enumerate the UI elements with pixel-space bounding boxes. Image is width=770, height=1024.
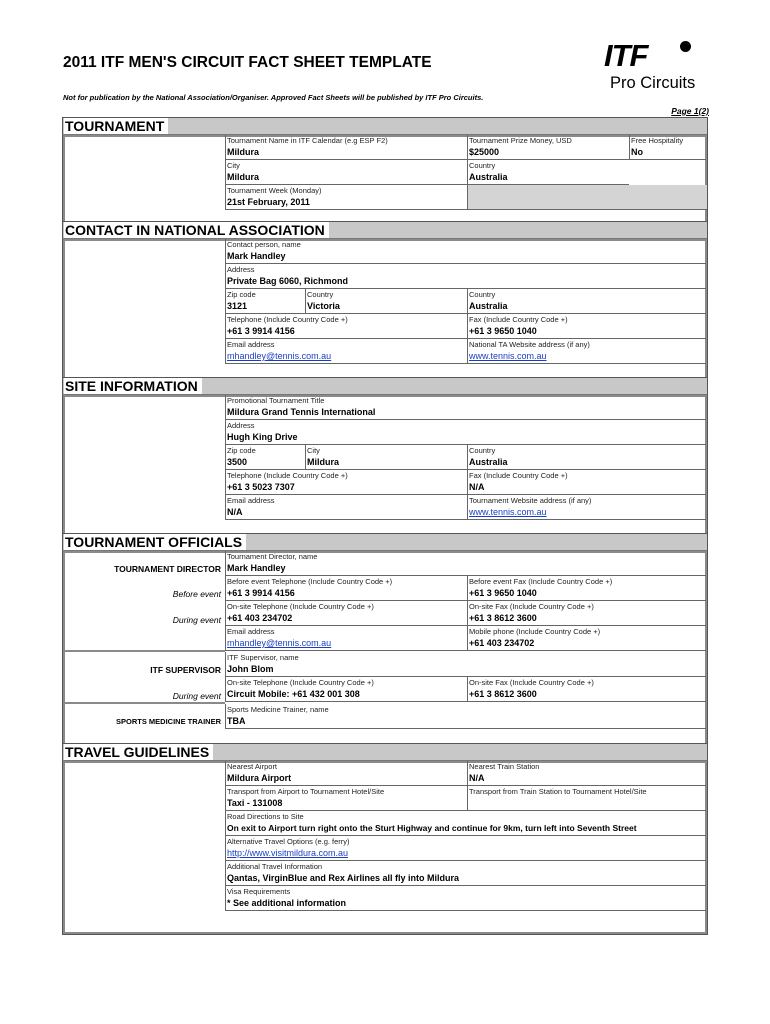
- tournament-section: [62, 117, 708, 232]
- field-label: ITF Supervisor, name: [227, 653, 299, 662]
- fax-field[interactable]: [467, 314, 706, 339]
- field-label: On-site Fax (Include Country Code +): [469, 602, 594, 611]
- onsite-telephone-field[interactable]: [225, 601, 467, 626]
- section-header: [62, 377, 708, 395]
- before-event-telephone-field[interactable]: [225, 576, 467, 601]
- field-value: Mark Handley: [227, 251, 286, 261]
- field-value: N/A: [469, 482, 485, 492]
- field-value: Mildura Airport: [227, 773, 292, 783]
- state-field[interactable]: [305, 289, 467, 314]
- section-title: CONTACT IN NATIONAL ASSOCIATION: [64, 222, 329, 238]
- tournament-director-field[interactable]: [225, 551, 706, 576]
- address-field[interactable]: [225, 264, 706, 289]
- field-value: Taxi - 131008: [227, 798, 283, 808]
- section-body: [62, 135, 708, 232]
- field-label: City: [307, 446, 320, 455]
- field-value: Mildura Grand Tennis International: [227, 407, 376, 417]
- nearest-airport-field[interactable]: [225, 761, 467, 786]
- field-value: +61 3 8612 3600: [469, 613, 537, 623]
- website-link[interactable]: www.tennis.com.au: [469, 351, 547, 361]
- zip-code-field[interactable]: [225, 289, 305, 314]
- travel-section: [62, 743, 708, 935]
- field-value: N/A: [469, 773, 485, 783]
- telephone-field[interactable]: [225, 314, 467, 339]
- website-link[interactable]: www.tennis.com.au: [469, 507, 547, 517]
- travel-website-link[interactable]: http://www.visitmildura.com.au: [227, 848, 349, 858]
- field-value: On exit to Airport turn right onto the Sturt Highway and continue for 9km, turn left into Seventh Street: [227, 823, 637, 833]
- city-field[interactable]: [305, 445, 467, 470]
- field-value: Circuit Mobile: +61 432 001 308: [227, 689, 360, 699]
- website-field[interactable]: [467, 339, 706, 364]
- field-value: TBA: [227, 716, 246, 726]
- field-value: $25000: [469, 147, 500, 157]
- field-value: +61 403 234702: [469, 638, 535, 648]
- promotional-title-field[interactable]: [225, 395, 706, 420]
- additional-travel-field[interactable]: [225, 861, 706, 886]
- field-label: Address: [227, 265, 255, 274]
- officials-section: [62, 533, 708, 751]
- tournament-name-field[interactable]: [225, 135, 467, 160]
- section-title: SITE INFORMATION: [64, 378, 202, 394]
- section-header: [62, 221, 708, 239]
- logo-itf-text: ITF: [604, 38, 648, 73]
- field-label: Fax (Include Country Code +): [469, 471, 568, 480]
- field-label: On-site Telephone (Include Country Code +): [227, 678, 374, 687]
- supervisor-onsite-fax-field[interactable]: [467, 677, 706, 702]
- page-number: Page 1(2): [671, 106, 709, 116]
- email-link[interactable]: mhandley@tennis.com.au: [227, 351, 332, 361]
- field-value: 21st February, 2011: [227, 197, 310, 207]
- field-label: Tournament Director, name: [227, 552, 318, 561]
- field-value: +61 3 9914 4156: [227, 326, 295, 336]
- before-event-label: Before event: [172, 589, 221, 599]
- field-value: Mildura: [227, 172, 260, 182]
- free-hospitality-field[interactable]: [629, 135, 706, 160]
- field-label: Free Hospitality: [631, 136, 684, 145]
- section-body: [62, 761, 708, 935]
- field-value: +61 3 9914 4156: [227, 588, 295, 598]
- country-field[interactable]: [467, 289, 706, 314]
- field-value: Hugh King Drive: [227, 432, 298, 442]
- page-title: 2011 ITF MEN'S CIRCUIT FACT SHEET TEMPLATE: [63, 54, 432, 71]
- field-label: Additional Travel Information: [227, 862, 323, 871]
- field-value: +61 403 234702: [227, 613, 293, 623]
- field-label: Address: [227, 421, 255, 430]
- field-label: Nearest Airport: [227, 762, 278, 771]
- field-label: Road Directions to Site: [227, 812, 304, 821]
- field-value: 3500: [227, 457, 248, 467]
- field-label: Transport from Airport to Tournament Hotel/Site: [227, 787, 385, 796]
- field-label: On-site Fax (Include Country Code +): [469, 678, 594, 687]
- itf-logo: [602, 38, 712, 96]
- field-label: Tournament Website address (if any): [469, 496, 592, 505]
- section-title: TOURNAMENT: [64, 118, 168, 134]
- tennis-ball-icon: [680, 41, 691, 52]
- field-value: +61 3 9650 1040: [469, 588, 537, 598]
- field-label: Mobile phone (Include Country Code +): [469, 627, 601, 636]
- field-label: Telephone (Include Country Code +): [227, 315, 348, 324]
- field-value: * See additional information: [227, 898, 347, 908]
- itf-supervisor-field[interactable]: [225, 652, 706, 677]
- field-label: Fax (Include Country Code +): [469, 315, 568, 324]
- itf-supervisor-label: ITF SUPERVISOR: [150, 665, 221, 675]
- field-value: Australia: [469, 301, 508, 311]
- transport-from-train-field[interactable]: [467, 786, 706, 811]
- field-label: Before event Fax (Include Country Code +): [469, 577, 613, 586]
- section-header: [62, 533, 708, 551]
- field-value: Victoria: [307, 301, 340, 311]
- email-field[interactable]: [225, 495, 467, 520]
- field-label: Contact person, name: [227, 240, 301, 249]
- field-label: Tournament Prize Money, USD: [469, 136, 572, 145]
- field-value: N/A: [227, 507, 243, 517]
- email-field[interactable]: [225, 626, 467, 651]
- field-label: Email address: [227, 496, 275, 505]
- field-label: Tournament Name in ITF Calendar (e.g ESP F2): [227, 136, 388, 145]
- section-title: TOURNAMENT OFFICIALS: [64, 534, 246, 550]
- section-header: [62, 743, 708, 761]
- contact-person-field[interactable]: [225, 239, 706, 264]
- road-directions-field[interactable]: [225, 811, 706, 836]
- field-label: Before event Telephone (Include Country Code +): [227, 577, 393, 586]
- field-value: +61 3 5023 7307: [227, 482, 295, 492]
- field-label: National TA Website address (if any): [469, 340, 590, 349]
- section-header: [62, 117, 708, 135]
- sports-medicine-trainer-label: SPORTS MEDICINE TRAINER: [115, 717, 221, 726]
- logo-pro-circuits-text: Pro Circuits: [610, 74, 696, 92]
- transport-from-airport-field[interactable]: [225, 786, 467, 811]
- field-label: Nearest Train Station: [469, 762, 540, 771]
- alternative-travel-field[interactable]: [225, 836, 706, 861]
- email-field[interactable]: [225, 339, 467, 364]
- field-label: On-site Telephone (Include Country Code +): [227, 602, 374, 611]
- field-value: John Blom: [227, 664, 274, 674]
- onsite-fax-field[interactable]: [467, 601, 706, 626]
- field-label: Country: [469, 446, 496, 455]
- field-value: +61 3 8612 3600: [469, 689, 537, 699]
- field-label: Visa Requirements: [227, 887, 291, 896]
- tournament-week-field[interactable]: [225, 185, 467, 210]
- supervisor-during-event-label: During event: [172, 691, 221, 701]
- field-label: Tournament Week (Monday): [227, 186, 322, 195]
- country-field[interactable]: [467, 445, 706, 470]
- telephone-field[interactable]: [225, 470, 467, 495]
- section-body: [62, 239, 708, 388]
- nearest-train-station-field[interactable]: [467, 761, 706, 786]
- field-value: Private Bag 6060, Richmond: [227, 276, 349, 286]
- empty-grey-cell: [467, 185, 707, 210]
- field-label: Email address: [227, 340, 275, 349]
- field-label: Country: [469, 161, 496, 170]
- field-value: Mildura: [227, 147, 260, 157]
- field-value: No: [631, 147, 643, 157]
- publication-notice: Not for publication by the National Association/Organiser. Approved Fact Sheets will be published by ITF Pro Circuits.: [63, 93, 484, 102]
- field-label: Transport from Train Station to Tournament Hotel/Site: [469, 787, 647, 796]
- contact-section: [62, 221, 708, 388]
- field-label: Country: [307, 290, 334, 299]
- field-label: Promotional Tournament Title: [227, 396, 325, 405]
- zip-code-field[interactable]: [225, 445, 305, 470]
- field-value: Australia: [469, 457, 508, 467]
- section-body: [62, 395, 708, 544]
- divider: [65, 650, 225, 652]
- mobile-phone-field[interactable]: [467, 626, 706, 651]
- field-value: Qantas, VirginBlue and Rex Airlines all fly into Mildura: [227, 873, 460, 883]
- during-event-label: During event: [172, 615, 221, 625]
- field-label: Zip code: [227, 290, 256, 299]
- section-title: TRAVEL GUIDELINES: [64, 744, 213, 760]
- country-field[interactable]: [467, 160, 629, 185]
- field-value: 3121: [227, 301, 248, 311]
- city-field[interactable]: [225, 160, 467, 185]
- supervisor-onsite-telephone-field[interactable]: [225, 677, 467, 702]
- field-label: Email address: [227, 627, 275, 636]
- fax-field[interactable]: [467, 470, 706, 495]
- field-label: Country: [469, 290, 496, 299]
- visa-requirements-field[interactable]: [225, 886, 706, 911]
- sports-medicine-trainer-field[interactable]: [225, 704, 706, 729]
- field-label: Telephone (Include Country Code +): [227, 471, 348, 480]
- field-value: +61 3 9650 1040: [469, 326, 537, 336]
- address-field[interactable]: [225, 420, 706, 445]
- tournament-director-label: TOURNAMENT DIRECTOR: [114, 564, 221, 574]
- field-label: Zip code: [227, 446, 256, 455]
- section-body: [62, 551, 708, 751]
- email-link[interactable]: mhandley@tennis.com.au: [227, 638, 332, 648]
- website-field[interactable]: [467, 495, 706, 520]
- prize-money-field[interactable]: [467, 135, 629, 160]
- divider: [65, 702, 225, 704]
- field-value: Australia: [469, 172, 508, 182]
- site-section: [62, 377, 708, 544]
- field-value: Mark Handley: [227, 563, 286, 573]
- field-label: Alternative Travel Options (e.g. ferry): [227, 837, 350, 846]
- before-event-fax-field[interactable]: [467, 576, 706, 601]
- field-value: Mildura: [307, 457, 340, 467]
- field-label: City: [227, 161, 240, 170]
- field-label: Sports Medicine Trainer, name: [227, 705, 329, 714]
